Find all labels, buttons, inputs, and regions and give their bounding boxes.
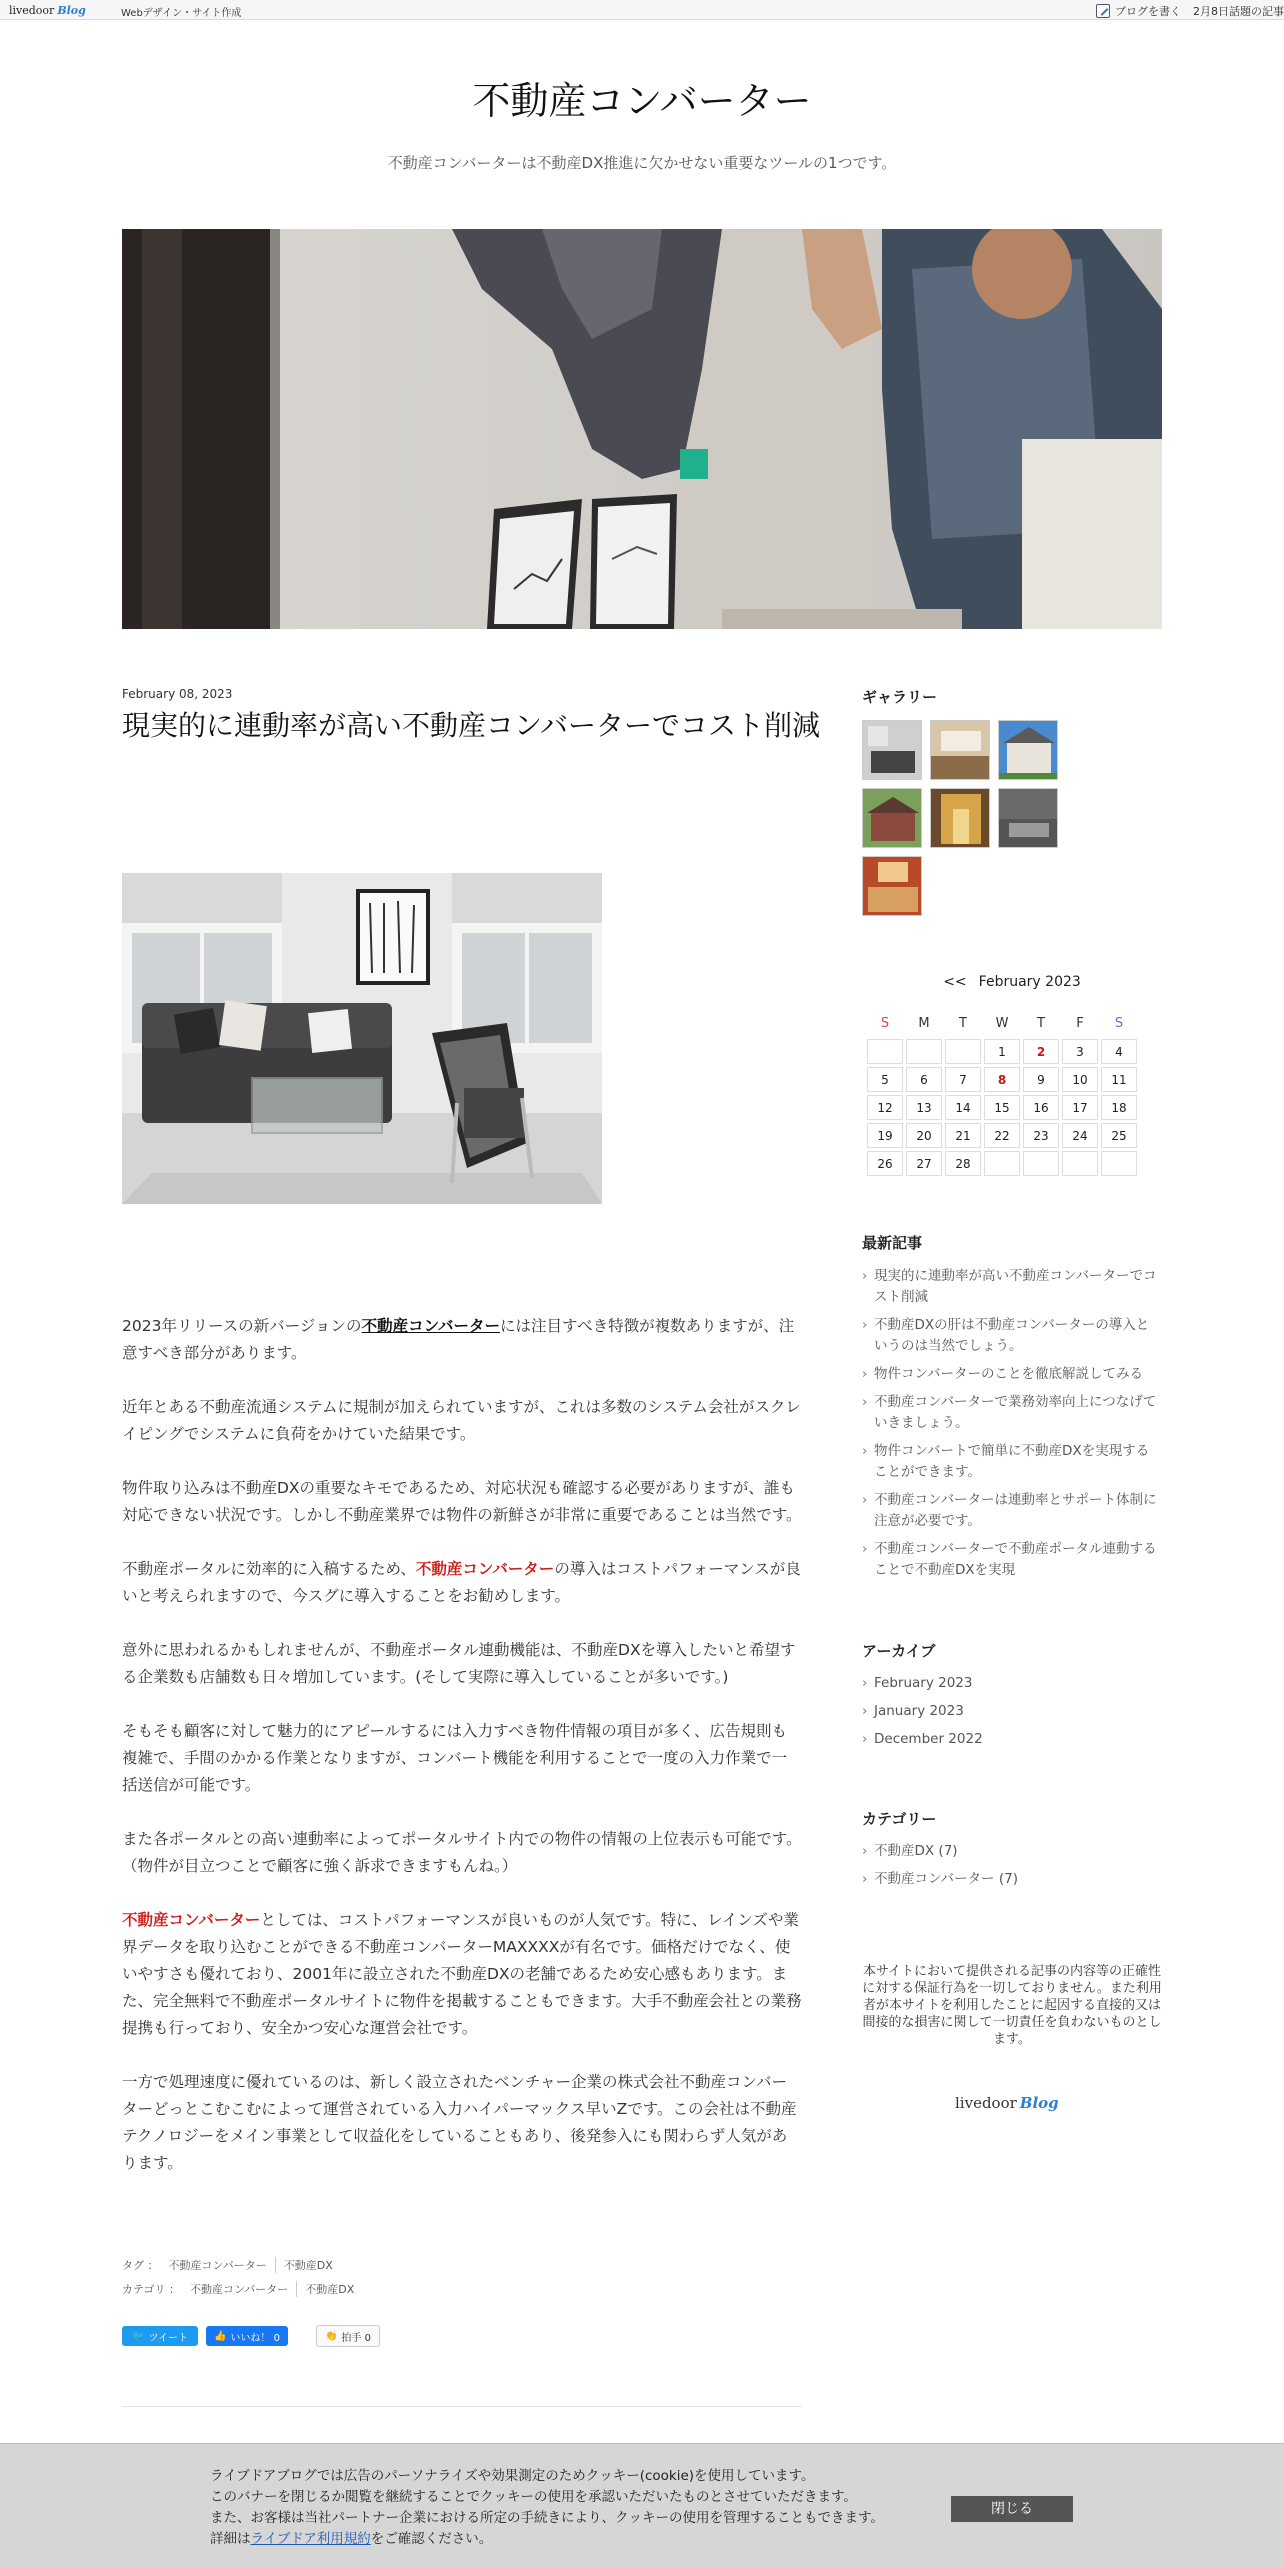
category-label: カテゴリ ：	[122, 2283, 181, 2296]
calendar-week	[867, 1123, 1137, 1148]
cookie-line: また、お客様は当社パートナー企業における所定の手続きにより、クッキーの使用を管理することもできます。	[210, 2510, 884, 2526]
post-image	[122, 873, 602, 1204]
calendar-day: 10	[1062, 1067, 1098, 1092]
text: 不動産ポータルに効率的に入稿するため、	[122, 1560, 416, 1578]
paragraph	[122, 1313, 802, 1367]
calendar-empty-cell	[1023, 1151, 1059, 1176]
calendar-day: 17	[1062, 1095, 1098, 1120]
calendar-day: 18	[1101, 1095, 1137, 1120]
calendar-day[interactable]: 2	[1023, 1039, 1059, 1064]
calendar-day: 20	[906, 1123, 942, 1148]
category-link[interactable]: 不動産DX	[296, 2281, 362, 2297]
calendar-header	[862, 974, 1162, 990]
cookie-line	[210, 2529, 884, 2550]
logo-text: livedoor	[955, 2094, 1017, 2112]
calendar-day: 24	[1062, 1123, 1098, 1148]
tag-link[interactable]: 不動産コンバーター	[168, 2259, 267, 2272]
clap-button[interactable]	[316, 2325, 380, 2347]
calendar-week	[867, 1151, 1137, 1176]
calendar-day: 1	[984, 1039, 1020, 1064]
text: 詳細は	[210, 2531, 251, 2547]
paragraph	[122, 1907, 802, 2042]
calendar-week	[867, 1095, 1137, 1120]
recent-post-link[interactable]: › 物件コンバートで簡単に不動産DXを実現することができます。	[862, 1441, 1162, 1483]
logo-text: livedoor	[9, 3, 55, 17]
clap-label: 拍手 0	[341, 2332, 371, 2344]
write-blog-link[interactable]	[1096, 3, 1181, 19]
calendar-prev-link[interactable]: <<	[943, 974, 967, 990]
tweet-button[interactable]	[122, 2326, 198, 2346]
living-room-image	[122, 873, 602, 1204]
category-link[interactable]: 不動産コンバーター	[190, 2283, 289, 2296]
calendar-empty-cell	[1062, 1151, 1098, 1176]
weekday-header: F	[1076, 1016, 1084, 1031]
category-link[interactable]: › 不動産DX (7)	[862, 1841, 1162, 1862]
divider	[122, 2406, 802, 2407]
twitter-icon: 🐦	[132, 2330, 145, 2342]
highlighted-keyword: 不動産コンバーター	[415, 1560, 555, 1578]
calendar-day: 9	[1023, 1067, 1059, 1092]
disclaimer-text: 本サイトにおいて提供される記事の内容等の正確性に対する保証行為を一切しておりません。また利用者が本サイトを利用したことに起因する直接的又は間接的な損害に関して一切責任を負わないものとします。	[862, 1964, 1162, 2047]
calendar	[864, 1008, 1140, 1179]
paragraph: 意外に思われるかもしれませんが、不動産ポータル連動機能は、不動産DXを導入したいと希望する企業数も店舗数も日々増加しています。(そして実際に導入していることが多いです。)	[122, 1641, 796, 1686]
thumbs-up-icon: 👍	[213, 2330, 227, 2342]
tag-link[interactable]: 不動産DX	[275, 2257, 341, 2273]
calendar-day: 12	[867, 1095, 903, 1120]
blog-title[interactable]: 不動産コンバーター	[472, 79, 812, 123]
weekday-header: T	[959, 1016, 967, 1031]
calendar-empty-cell	[1101, 1151, 1137, 1176]
calendar-empty-cell	[945, 1039, 981, 1064]
archive-link[interactable]: › February 2023	[862, 1673, 1162, 1694]
recent-post-link[interactable]: › 現実的に連動率が高い不動産コンバーターでコスト削減	[862, 1266, 1162, 1308]
cookie-banner	[0, 2443, 1284, 2568]
recent-post-link[interactable]: › 不動産コンバーターは連動率とサポート体制に注意が必要です。	[862, 1490, 1162, 1532]
category-list	[862, 1841, 1162, 1897]
logo-blog-text: Blog	[57, 3, 86, 17]
paragraph: 一方で処理速度に優れているのは、新しく設立されたベンチャー企業の株式会社不動産コンバーターどっとこむこむによって運営されている入力ハイパーマックス早いZです。この会社は不動産テクノロジーをメイン事業として収益化をしていることもあり、後発参入にも関わらず人気があります。	[122, 2073, 797, 2172]
post-date: February 08, 2023	[122, 687, 233, 701]
gallery-heading: ギャラリー	[862, 688, 938, 706]
gallery-thumbnail[interactable]	[930, 720, 990, 780]
logo-blog-text: Blog	[1019, 2094, 1059, 2112]
header-image	[122, 229, 1162, 629]
calendar-day: 4	[1101, 1039, 1137, 1064]
tweet-label: ツイート	[148, 2332, 188, 2344]
weekday-header: M	[918, 1016, 930, 1031]
calendar-day: 11	[1101, 1067, 1137, 1092]
calendar-day: 15	[984, 1095, 1020, 1120]
text: には注目すべき特徴が複数ありますが、注意すべき部分があります。	[122, 1317, 795, 1362]
calendar-day: 19	[867, 1123, 903, 1148]
gallery-thumbnail[interactable]	[998, 720, 1058, 780]
terms-link[interactable]: ライブドア利用規約	[250, 2531, 371, 2547]
topbar-category-link[interactable]: Webデザイン・サイト作成	[121, 8, 242, 19]
calendar-day: 21	[945, 1123, 981, 1148]
cookie-close-button[interactable]: 閉じる	[951, 2496, 1073, 2522]
paragraph: 物件取り込みは不動産DXの重要なキモであるため、対応状況も確認する必要がありますが、誰も対応できない状況です。しかし不動産業界では物件の新鮮さが非常に重要であることは当然です。	[122, 1479, 802, 1524]
paragraph: そもそも顧客に対して魅力的にアピールするには入力すべき物件情報の項目が多く、広告規則も複雑で、手間のかかる作業となりますが、コンバート機能を利用することで一度の入力作業で一括送信が可能です。	[122, 1722, 788, 1794]
post-body	[122, 1313, 802, 2204]
gallery-thumbnail[interactable]	[862, 788, 922, 848]
calendar-day: 7	[945, 1067, 981, 1092]
clap-icon: 👏	[324, 2330, 338, 2342]
write-blog-label: ブログを書く	[1115, 5, 1181, 18]
calendar-day: 13	[906, 1095, 942, 1120]
category-heading: カテゴリー	[862, 1810, 937, 1828]
livedoor-blog-logo[interactable]	[9, 3, 86, 17]
calendar-week	[867, 1039, 1137, 1064]
pen-icon	[1096, 4, 1110, 18]
cookie-line: ライブドアブログでは広告のパーソナライズや効果測定のためクッキー(cookie)を使用しています。	[210, 2468, 815, 2484]
calendar-day: 26	[867, 1151, 903, 1176]
archive-link[interactable]: › January 2023	[862, 1701, 1162, 1722]
gallery-thumbnail[interactable]	[998, 788, 1058, 848]
weekday-header: T	[1037, 1016, 1045, 1031]
recent-post-link[interactable]: › 不動産コンバーターで不動産ポータル連動することで不動産DXを実現	[862, 1539, 1162, 1581]
weekday-header: W	[995, 1016, 1009, 1031]
social-buttons	[122, 2325, 380, 2347]
calendar-day: 27	[906, 1151, 942, 1176]
post-categories	[122, 2281, 362, 2297]
gallery	[862, 720, 1062, 916]
calendar-day: 28	[945, 1151, 981, 1176]
tags-label: タグ ：	[122, 2259, 159, 2272]
trending-label: 2月8日話題の記事	[1193, 5, 1284, 18]
keyword-link[interactable]: 不動産コンバーター	[361, 1317, 500, 1335]
category-link[interactable]: › 不動産コンバーター (7)	[862, 1869, 1162, 1890]
calendar-day: 5	[867, 1067, 903, 1092]
weekday-header: S	[880, 1016, 890, 1031]
blog-description: 不動産コンバーターは不動産DX推進に欠かせない重要なツールの1つです。	[387, 154, 897, 172]
calendar-day: 6	[906, 1067, 942, 1092]
office-meeting-image	[122, 229, 1162, 629]
calendar-empty-cell	[906, 1039, 942, 1064]
recent-posts-list	[862, 1266, 1162, 1588]
calendar-day: 22	[984, 1123, 1020, 1148]
post-title[interactable]: 現実的に連動率が高い不動産コンバーターでコスト削減	[122, 709, 821, 742]
calendar-day: 14	[945, 1095, 981, 1120]
recent-post-link[interactable]: › 不動産DXの肝は不動産コンバーターの導入というのは当然でしょう。	[862, 1315, 1162, 1357]
calendar-day: 3	[1062, 1039, 1098, 1064]
livedoor-blog-footer-logo[interactable]	[955, 2094, 1059, 2112]
paragraph: また各ポータルとの高い連動率によってポータルサイト内での物件の情報の上位表示も可能です。（物件が目立つことで顧客に強く訴求できますもんね。）	[122, 1830, 802, 1875]
recent-post-link[interactable]: › 不動産コンバーターで業務効率向上につなげていきましょう。	[862, 1392, 1162, 1434]
gallery-thumbnail[interactable]	[930, 788, 990, 848]
calendar-day: 16	[1023, 1095, 1059, 1120]
calendar-empty-cell	[984, 1151, 1020, 1176]
calendar-week	[867, 1067, 1137, 1092]
recent-posts-heading: 最新記事	[862, 1234, 923, 1252]
trending-articles-link[interactable]	[1193, 3, 1284, 19]
gallery-thumbnail[interactable]	[862, 856, 922, 916]
calendar-day: 25	[1101, 1123, 1137, 1148]
cookie-message	[210, 2466, 884, 2550]
gallery-thumbnail[interactable]	[862, 720, 922, 780]
text: の導入はコストパフォーマンスが良いと考えられますので、今スグに導入することをお勧めします。	[122, 1560, 801, 1605]
text: としては、コストパフォーマンスが良いものが人気です。特に、レインズや業界データを取り込むことができる不動産コンバーターMAXXXXが有名です。価格だけでなく、使いやすさも優れており、2001年に設立された不動産DXの老舗であるため安心感もあります。また、完全無料で不動産ポータルサイトに物件を掲載することもできます。大手不動産会社との業務提携も行っており、安全かつ安心な運営会社です。	[122, 1911, 802, 2037]
paragraph: 近年とある不動産流通システムに規制が加えられていますが、これは多数のシステム会社がスクレイピングでシステムに負荷をかけていた結果です。	[122, 1398, 801, 1443]
weekday-header: S	[1114, 1016, 1124, 1031]
calendar-day: 23	[1023, 1123, 1059, 1148]
archive-link[interactable]: › December 2022	[862, 1729, 1162, 1750]
recent-post-link[interactable]: › 物件コンバーターのことを徹底解説してみる	[862, 1364, 1162, 1385]
paragraph	[122, 1556, 802, 1610]
text: 2023年リリースの新バージョンの	[122, 1317, 362, 1335]
like-label: いいね！ 0	[230, 2332, 280, 2344]
calendar-day[interactable]: 8	[984, 1067, 1020, 1092]
highlighted-keyword: 不動産コンバーター	[122, 1911, 261, 1929]
text: をご確認ください。	[370, 2531, 493, 2547]
cookie-line: このバナーを閉じるか閲覧を継続することでクッキーの使用を承認いただいたものとさせていただきます。	[210, 2489, 857, 2505]
archive-list	[862, 1673, 1162, 1757]
calendar-month: February 2023	[978, 974, 1081, 990]
calendar-empty-cell	[867, 1039, 903, 1064]
post-tags	[122, 2257, 341, 2273]
archive-heading: アーカイブ	[862, 1642, 936, 1660]
top-bar	[0, 0, 1284, 20]
facebook-like-button[interactable]	[206, 2326, 288, 2346]
